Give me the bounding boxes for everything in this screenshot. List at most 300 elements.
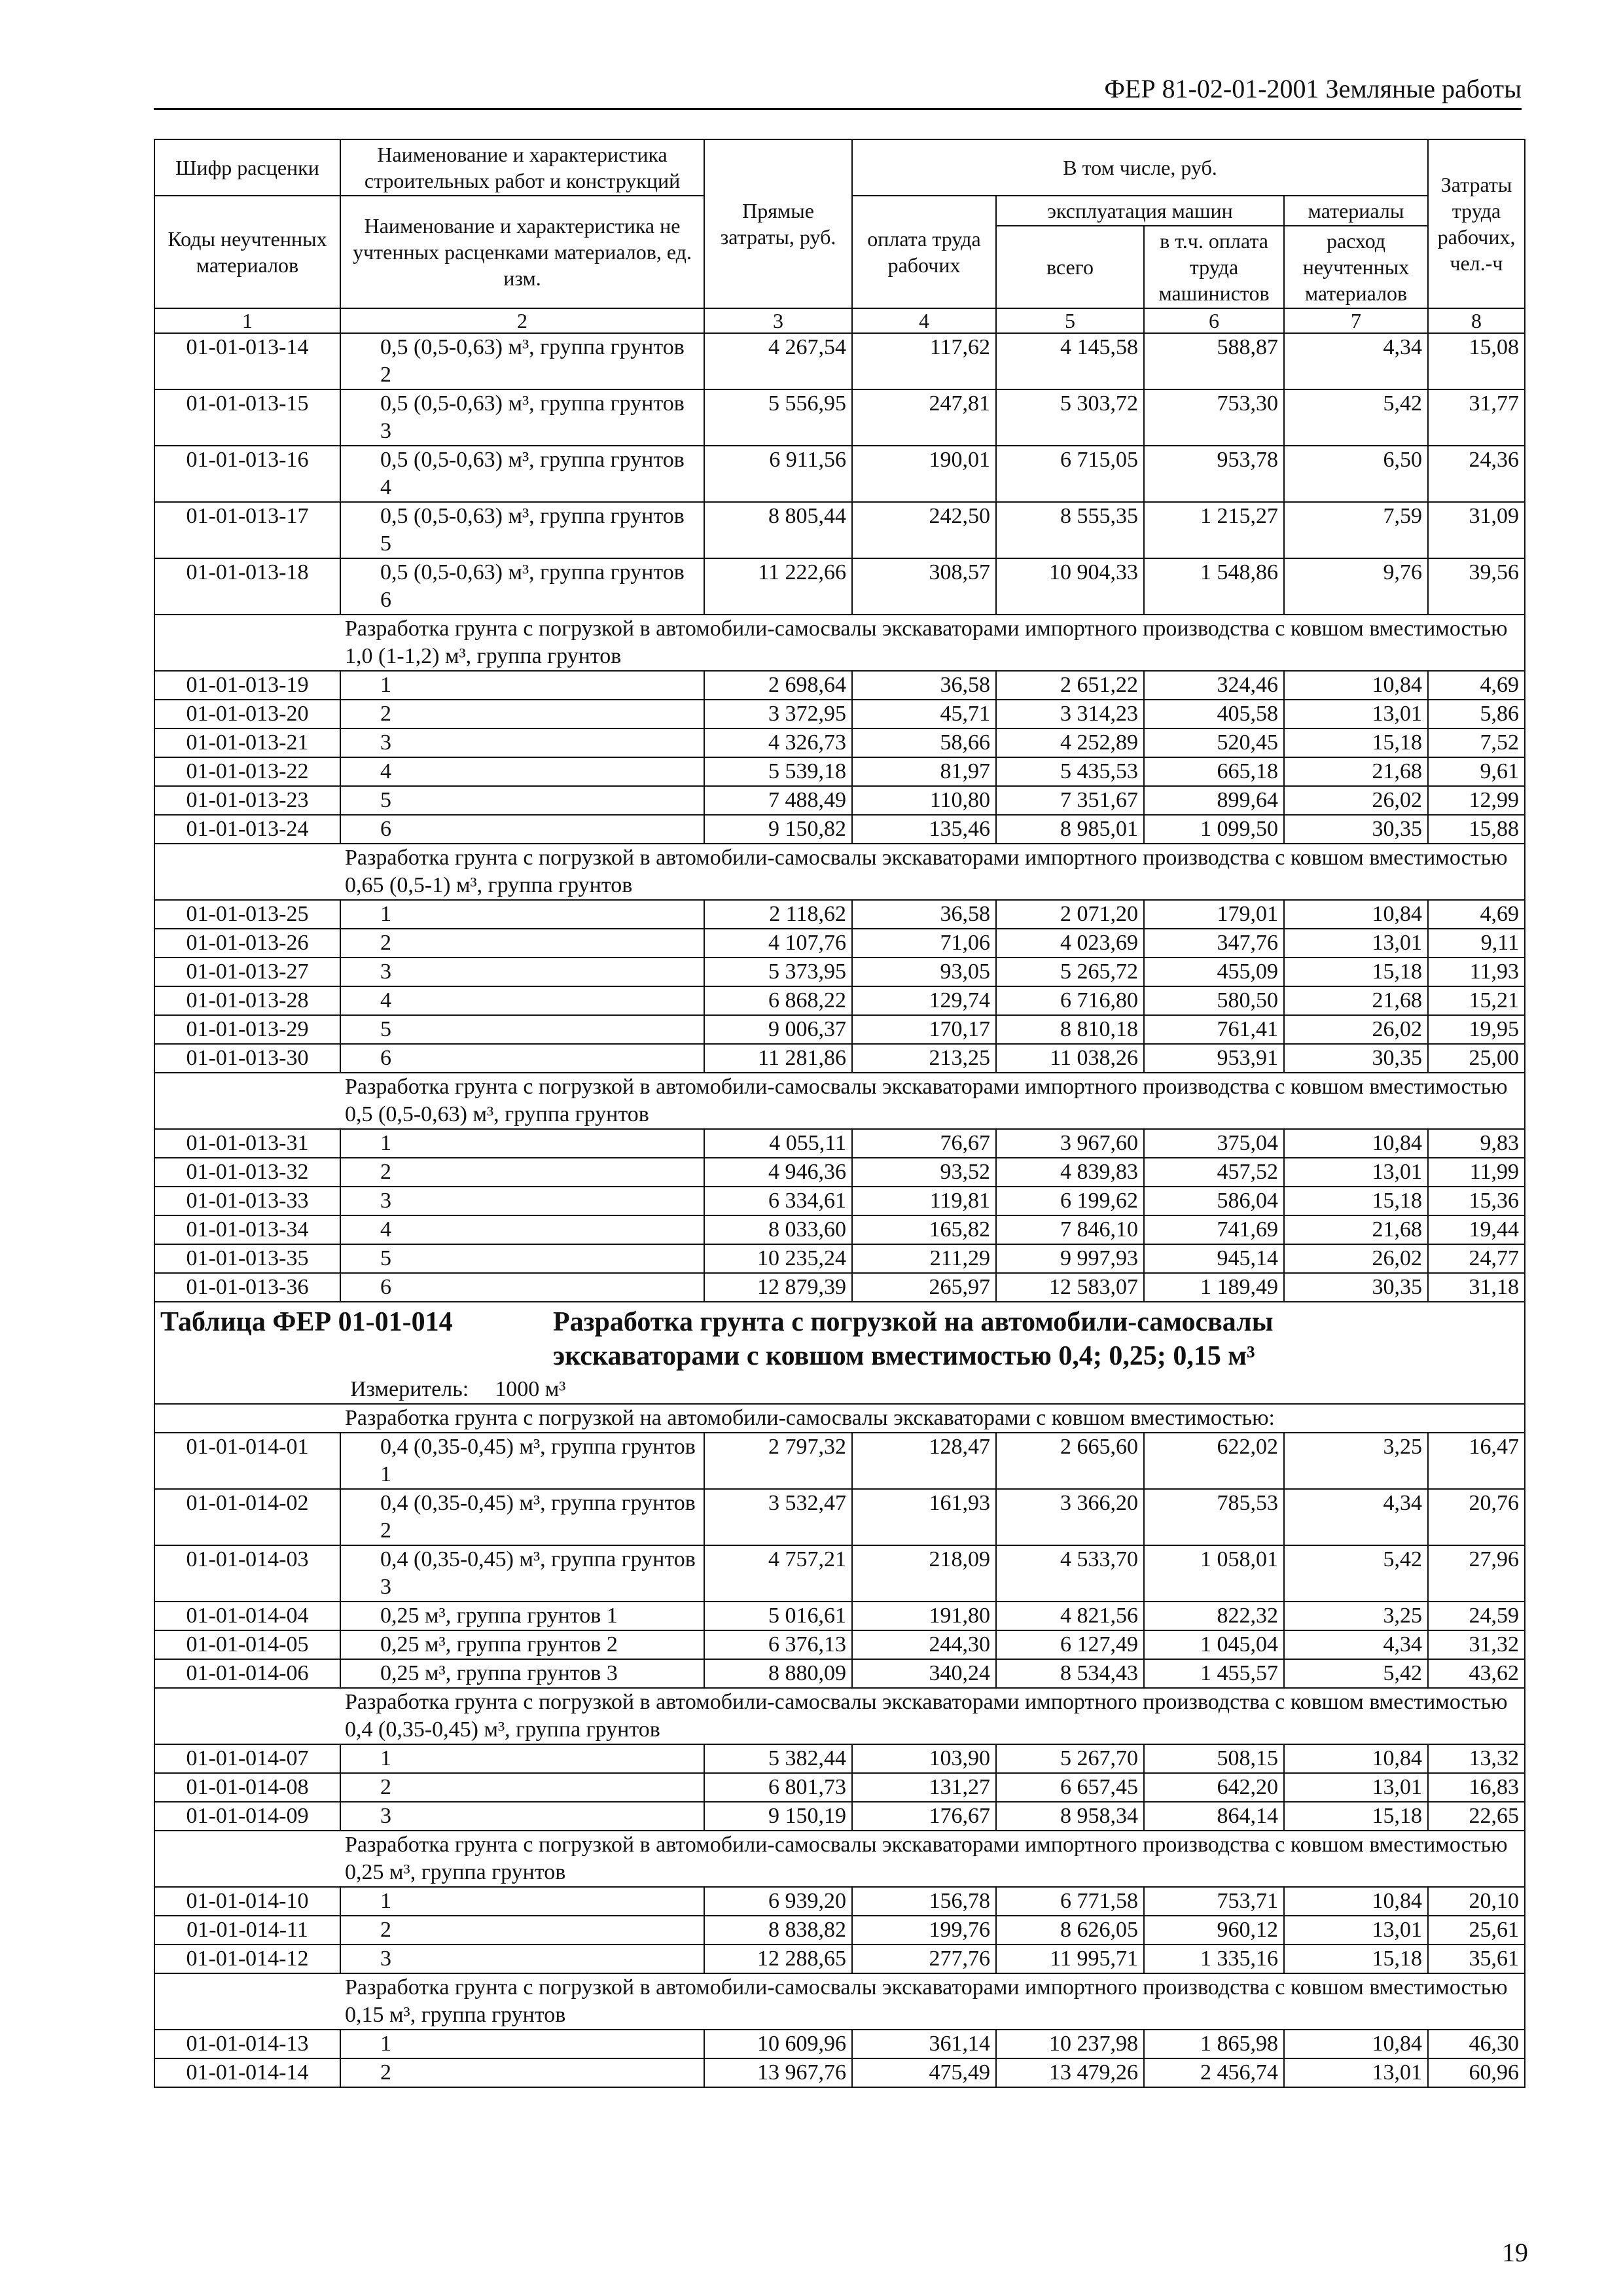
materials-cost: 21,68	[1284, 757, 1428, 786]
labor-cost: 71,06	[852, 929, 996, 958]
machine-cost: 2 071,20	[996, 900, 1144, 929]
machine-cost: 4 145,58	[996, 333, 1144, 389]
rate-code: 01-01-014-13	[154, 2030, 340, 2058]
machinist-cost: 1 335,16	[1144, 1945, 1284, 1973]
machinist-cost: 375,04	[1144, 1129, 1284, 1158]
machinist-cost: 960,12	[1144, 1916, 1284, 1945]
column-number: 7	[1284, 308, 1428, 333]
rate-code: 01-01-013-26	[154, 929, 340, 958]
labor-cost: 36,58	[852, 900, 996, 929]
labor-hours: 15,88	[1428, 815, 1525, 844]
table-header	[154, 139, 1525, 333]
table-row	[154, 815, 1525, 844]
rate-code: 01-01-013-32	[154, 1158, 340, 1187]
machinist-cost: 457,52	[1144, 1158, 1284, 1187]
section-row	[154, 1688, 1525, 1744]
labor-cost: 191,80	[852, 1602, 996, 1630]
table-name: Разработка грунта с погрузкой на автомобили-самосвалы экскаваторами с ковшом вместимостью 0,4; 0,25; 0,15 м³	[553, 1307, 1274, 1371]
machinist-cost: 2 456,74	[1144, 2058, 1284, 2087]
machinist-cost: 945,14	[1144, 1244, 1284, 1273]
rate-code: 01-01-014-01	[154, 1433, 340, 1489]
work-name: 5	[340, 1015, 704, 1044]
materials-cost: 5,42	[1284, 1545, 1428, 1602]
work-name: 0,4 (0,35-0,45) м³, группа грунтов 3	[340, 1545, 704, 1602]
machinist-cost: 761,41	[1144, 1015, 1284, 1044]
work-name: 3	[340, 728, 704, 757]
machine-cost: 6 199,62	[996, 1187, 1144, 1215]
materials-cost: 5,42	[1284, 1659, 1428, 1688]
work-name: 2	[340, 1773, 704, 1802]
col-machines-header: эксплуатация машин	[996, 196, 1284, 226]
work-name: 1	[340, 1887, 704, 1916]
labor-cost: 190,01	[852, 446, 996, 502]
rate-code: 01-01-014-11	[154, 1916, 340, 1945]
labor-hours: 20,76	[1428, 1489, 1525, 1545]
labor-hours: 7,52	[1428, 728, 1525, 757]
labor-hours: 16,47	[1428, 1433, 1525, 1489]
rate-code: 01-01-013-27	[154, 958, 340, 986]
labor-hours: 27,96	[1428, 1545, 1525, 1602]
rate-code: 01-01-013-14	[154, 333, 340, 389]
machine-cost: 4 252,89	[996, 728, 1144, 757]
direct-cost: 8 880,09	[704, 1659, 852, 1688]
labor-hours: 19,95	[1428, 1015, 1525, 1044]
labor-hours: 4,69	[1428, 671, 1525, 700]
measure-label: Измеритель:	[350, 1377, 469, 1401]
direct-cost: 5 016,61	[704, 1602, 852, 1630]
rate-code: 01-01-014-05	[154, 1630, 340, 1659]
rate-code: 01-01-013-24	[154, 815, 340, 844]
work-name: 3	[340, 1802, 704, 1831]
direct-cost: 2 797,32	[704, 1433, 852, 1489]
direct-cost: 6 868,22	[704, 986, 852, 1015]
table-row	[154, 1433, 1525, 1489]
table-row	[154, 1158, 1525, 1187]
direct-cost: 4 107,76	[704, 929, 852, 958]
labor-hours: 24,77	[1428, 1244, 1525, 1273]
materials-cost: 13,01	[1284, 2058, 1428, 2087]
section-row	[154, 615, 1525, 671]
work-name: 4	[340, 986, 704, 1015]
direct-cost: 5 382,44	[704, 1744, 852, 1773]
machine-cost: 6 771,58	[996, 1887, 1144, 1916]
materials-cost: 21,68	[1284, 986, 1428, 1015]
work-name: 0,5 (0,5-0,63) м³, группа грунтов 2	[340, 333, 704, 389]
direct-cost: 4 055,11	[704, 1129, 852, 1158]
table-row	[154, 1244, 1525, 1273]
machine-cost: 4 839,83	[996, 1158, 1144, 1187]
direct-cost: 11 222,66	[704, 558, 852, 615]
work-name: 6	[340, 1273, 704, 1302]
labor-hours: 13,32	[1428, 1744, 1525, 1773]
rate-code: 01-01-014-06	[154, 1659, 340, 1688]
section-title: Разработка грунта с погрузкой в автомобили-самосвалы экскаваторами импортного производства с ковшом вместимостью 0,65 (0,5-1) м³, группа грунтов	[154, 844, 1525, 900]
materials-cost: 15,18	[1284, 958, 1428, 986]
table-row	[154, 1802, 1525, 1831]
labor-cost: 58,66	[852, 728, 996, 757]
labor-cost: 129,74	[852, 986, 996, 1015]
rate-code: 01-01-013-21	[154, 728, 340, 757]
labor-hours: 43,62	[1428, 1659, 1525, 1688]
table-row	[154, 1945, 1525, 1973]
direct-cost: 7 488,49	[704, 786, 852, 815]
table-row	[154, 1187, 1525, 1215]
measure-value: 1000 м³	[495, 1377, 566, 1401]
materials-cost: 4,34	[1284, 1489, 1428, 1545]
work-name: 0,25 м³, группа грунтов 1	[340, 1602, 704, 1630]
materials-cost: 10,84	[1284, 1887, 1428, 1916]
table-row	[154, 2058, 1525, 2087]
labor-hours: 15,08	[1428, 333, 1525, 389]
rate-code: 01-01-013-31	[154, 1129, 340, 1158]
page-header	[154, 73, 1522, 110]
col-materials-header: материалы	[1284, 196, 1428, 226]
machine-cost: 7 846,10	[996, 1215, 1144, 1244]
labor-cost: 128,47	[852, 1433, 996, 1489]
work-name: 6	[340, 1044, 704, 1073]
labor-cost: 161,93	[852, 1489, 996, 1545]
work-name: 2	[340, 1916, 704, 1945]
labor-cost: 218,09	[852, 1545, 996, 1602]
rate-code: 01-01-013-33	[154, 1187, 340, 1215]
materials-cost: 26,02	[1284, 786, 1428, 815]
machinist-cost: 179,01	[1144, 900, 1284, 929]
table-row	[154, 671, 1525, 700]
machinist-cost: 1 045,04	[1144, 1630, 1284, 1659]
labor-hours: 60,96	[1428, 2058, 1525, 2087]
col-incl-header: В том числе, руб.	[852, 139, 1428, 196]
rates-table	[154, 139, 1525, 2088]
materials-cost: 7,59	[1284, 502, 1428, 558]
materials-cost: 15,18	[1284, 728, 1428, 757]
machinist-cost: 822,32	[1144, 1602, 1284, 1630]
work-name: 0,5 (0,5-0,63) м³, группа грунтов 3	[340, 389, 704, 446]
section-title: Разработка грунта с погрузкой в автомобили-самосвалы экскаваторами импортного производства с ковшом вместимостью 0,4 (0,35-0,45) м³, группа грунтов	[154, 1688, 1525, 1744]
machine-cost: 8 810,18	[996, 1015, 1144, 1044]
work-name: 6	[340, 815, 704, 844]
work-name: 0,4 (0,35-0,45) м³, группа грунтов 1	[340, 1433, 704, 1489]
labor-hours: 19,44	[1428, 1215, 1525, 1244]
section-title: Разработка грунта с погрузкой в автомобили-самосвалы экскаваторами импортного производства с ковшом вместимостью 0,25 м³, группа грунтов	[154, 1831, 1525, 1887]
labor-hours: 24,59	[1428, 1602, 1525, 1630]
labor-cost: 103,90	[852, 1744, 996, 1773]
direct-cost: 9 006,37	[704, 1015, 852, 1044]
labor-hours: 15,21	[1428, 986, 1525, 1015]
rate-code: 01-01-014-04	[154, 1602, 340, 1630]
column-number: 2	[340, 308, 704, 333]
machine-cost: 8 626,05	[996, 1916, 1144, 1945]
machine-cost: 4 023,69	[996, 929, 1144, 958]
rate-code: 01-01-013-17	[154, 502, 340, 558]
machine-cost: 12 583,07	[996, 1273, 1144, 1302]
direct-cost: 3 372,95	[704, 700, 852, 728]
column-number: 1	[154, 308, 340, 333]
table-row	[154, 786, 1525, 815]
labor-hours: 9,61	[1428, 757, 1525, 786]
table-row	[154, 333, 1525, 389]
table-row	[154, 1545, 1525, 1602]
direct-cost: 6 911,56	[704, 446, 852, 502]
labor-cost: 165,82	[852, 1215, 996, 1244]
rate-code: 01-01-014-12	[154, 1945, 340, 1973]
machinist-cost: 520,45	[1144, 728, 1284, 757]
table-body-014	[154, 1404, 1525, 2087]
machinist-cost: 753,71	[1144, 1887, 1284, 1916]
materials-cost: 10,84	[1284, 2030, 1428, 2058]
machine-cost: 8 958,34	[996, 1802, 1144, 1831]
col-mach-total-header: всего	[996, 226, 1144, 308]
col-direct-header: Прямые затраты, руб.	[704, 139, 852, 308]
table-row	[154, 1659, 1525, 1688]
labor-cost: 93,52	[852, 1158, 996, 1187]
direct-cost: 5 373,95	[704, 958, 852, 986]
column-number: 6	[1144, 308, 1284, 333]
materials-cost: 13,01	[1284, 1916, 1428, 1945]
table-row	[154, 1602, 1525, 1630]
labor-cost: 265,97	[852, 1273, 996, 1302]
rate-code: 01-01-014-03	[154, 1545, 340, 1602]
labor-cost: 475,49	[852, 2058, 996, 2087]
table-row	[154, 389, 1525, 446]
materials-cost: 26,02	[1284, 1015, 1428, 1044]
machine-cost: 5 435,53	[996, 757, 1144, 786]
machinist-cost: 899,64	[1144, 786, 1284, 815]
rate-code: 01-01-013-23	[154, 786, 340, 815]
work-name: 3	[340, 958, 704, 986]
machinist-cost: 622,02	[1144, 1433, 1284, 1489]
document-title: ФЕР 81-02-01-2001 Земляные работы	[1104, 74, 1522, 103]
rate-code: 01-01-013-16	[154, 446, 340, 502]
table-row	[154, 1916, 1525, 1945]
materials-cost: 15,18	[1284, 1187, 1428, 1215]
table-row	[154, 1129, 1525, 1158]
direct-cost: 2 698,64	[704, 671, 852, 700]
labor-cost: 135,46	[852, 815, 996, 844]
machine-cost: 3 967,60	[996, 1129, 1144, 1158]
work-name: 2	[340, 1158, 704, 1187]
direct-cost: 8 805,44	[704, 502, 852, 558]
direct-cost: 11 281,86	[704, 1044, 852, 1073]
section-row	[154, 1073, 1525, 1129]
rate-code: 01-01-013-20	[154, 700, 340, 728]
section-title: Разработка грунта с погрузкой в автомобили-самосвалы экскаваторами импортного производства с ковшом вместимостью 1,0 (1-1,2) м³, группа грунтов	[154, 615, 1525, 671]
machine-cost: 6 715,05	[996, 446, 1144, 502]
machine-cost: 9 997,93	[996, 1244, 1144, 1273]
labor-cost: 110,80	[852, 786, 996, 815]
labor-hours: 5,86	[1428, 700, 1525, 728]
col-name-sub-header: Наименование и характеристика не учтенных расценками материалов, ед. изм.	[340, 196, 704, 308]
machine-cost: 6 716,80	[996, 986, 1144, 1015]
materials-cost: 30,35	[1284, 1273, 1428, 1302]
direct-cost: 4 946,36	[704, 1158, 852, 1187]
machine-cost: 11 995,71	[996, 1945, 1144, 1973]
labor-hours: 4,69	[1428, 900, 1525, 929]
work-name: 0,5 (0,5-0,63) м³, группа грунтов 6	[340, 558, 704, 615]
table-row	[154, 1015, 1525, 1044]
rate-code: 01-01-013-19	[154, 671, 340, 700]
col-name-header: Наименование и характеристика строительных работ и конструкций	[340, 139, 704, 196]
table-row	[154, 1887, 1525, 1916]
machinist-cost: 753,30	[1144, 389, 1284, 446]
labor-hours: 39,56	[1428, 558, 1525, 615]
machinist-cost: 1 189,49	[1144, 1273, 1284, 1302]
col-labor-header: оплата труда рабочих	[852, 196, 996, 308]
work-name: 1	[340, 900, 704, 929]
direct-cost: 6 334,61	[704, 1187, 852, 1215]
col-materials-sub-header: расход неучтенных материалов	[1284, 226, 1428, 308]
direct-cost: 5 556,95	[704, 389, 852, 446]
materials-cost: 4,34	[1284, 333, 1428, 389]
machinist-cost: 665,18	[1144, 757, 1284, 786]
materials-cost: 10,84	[1284, 671, 1428, 700]
section-row	[154, 1831, 1525, 1887]
machine-cost: 7 351,67	[996, 786, 1144, 815]
direct-cost: 8 838,82	[704, 1916, 852, 1945]
machinist-cost: 455,09	[1144, 958, 1284, 986]
direct-cost: 6 801,73	[704, 1773, 852, 1802]
rate-code: 01-01-013-29	[154, 1015, 340, 1044]
table-row	[154, 1489, 1525, 1545]
direct-cost: 12 288,65	[704, 1945, 852, 1973]
section-title: Разработка грунта с погрузкой на автомобили-самосвалы экскаваторами с ковшом вместимостью:	[154, 1404, 1525, 1433]
machine-cost: 5 267,70	[996, 1744, 1144, 1773]
direct-cost: 9 150,19	[704, 1802, 852, 1831]
labor-cost: 76,67	[852, 1129, 996, 1158]
machine-cost: 6 127,49	[996, 1630, 1144, 1659]
work-name: 3	[340, 1187, 704, 1215]
labor-hours: 11,93	[1428, 958, 1525, 986]
materials-cost: 3,25	[1284, 1433, 1428, 1489]
table-014-title	[154, 1302, 1525, 1404]
section-row	[154, 1404, 1525, 1433]
labor-hours: 11,99	[1428, 1158, 1525, 1187]
column-number: 5	[996, 308, 1144, 333]
work-name: 1	[340, 1129, 704, 1158]
direct-cost: 3 532,47	[704, 1489, 852, 1545]
labor-cost: 247,81	[852, 389, 996, 446]
labor-hours: 24,36	[1428, 446, 1525, 502]
work-name: 1	[340, 1744, 704, 1773]
labor-cost: 156,78	[852, 1887, 996, 1916]
machinist-cost: 508,15	[1144, 1744, 1284, 1773]
machinist-cost: 953,78	[1144, 446, 1284, 502]
col-code-header: Шифр расценки	[154, 139, 340, 196]
labor-cost: 176,67	[852, 1802, 996, 1831]
rate-code: 01-01-014-08	[154, 1773, 340, 1802]
labor-hours: 25,00	[1428, 1044, 1525, 1073]
labor-cost: 199,76	[852, 1916, 996, 1945]
machinist-cost: 580,50	[1144, 986, 1284, 1015]
rate-code: 01-01-014-10	[154, 1887, 340, 1916]
direct-cost: 8 033,60	[704, 1215, 852, 1244]
rate-code: 01-01-013-36	[154, 1273, 340, 1302]
table-row	[154, 986, 1525, 1015]
rate-code: 01-01-013-25	[154, 900, 340, 929]
materials-cost: 9,76	[1284, 558, 1428, 615]
machine-cost: 5 265,72	[996, 958, 1144, 986]
materials-cost: 30,35	[1284, 815, 1428, 844]
section-title: Разработка грунта с погрузкой в автомобили-самосвалы экскаваторами импортного производства с ковшом вместимостью 0,5 (0,5-0,63) м³, группа грунтов	[154, 1073, 1525, 1129]
column-number: 3	[704, 308, 852, 333]
labor-cost: 211,29	[852, 1244, 996, 1273]
work-name: 0,5 (0,5-0,63) м³, группа грунтов 5	[340, 502, 704, 558]
rate-code: 01-01-014-09	[154, 1802, 340, 1831]
page-number: 19	[1502, 2238, 1528, 2267]
rate-code: 01-01-013-30	[154, 1044, 340, 1073]
labor-hours: 31,18	[1428, 1273, 1525, 1302]
direct-cost: 6 939,20	[704, 1887, 852, 1916]
labor-cost: 131,27	[852, 1773, 996, 1802]
direct-cost: 4 267,54	[704, 333, 852, 389]
materials-cost: 13,01	[1284, 1773, 1428, 1802]
direct-cost: 6 376,13	[704, 1630, 852, 1659]
work-name: 1	[340, 2030, 704, 2058]
table-row	[154, 502, 1525, 558]
labor-hours: 46,30	[1428, 2030, 1525, 2058]
rate-code: 01-01-013-34	[154, 1215, 340, 1244]
machine-cost: 8 534,43	[996, 1659, 1144, 1688]
rate-code: 01-01-014-07	[154, 1744, 340, 1773]
materials-cost: 10,84	[1284, 1129, 1428, 1158]
work-name: 2	[340, 700, 704, 728]
rate-code: 01-01-013-35	[154, 1244, 340, 1273]
machine-cost: 2 651,22	[996, 671, 1144, 700]
labor-cost: 36,58	[852, 671, 996, 700]
work-name: 0,5 (0,5-0,63) м³, группа грунтов 4	[340, 446, 704, 502]
machinist-cost: 785,53	[1144, 1489, 1284, 1545]
labor-hours: 25,61	[1428, 1916, 1525, 1945]
machinist-cost: 405,58	[1144, 700, 1284, 728]
machine-cost: 3 366,20	[996, 1489, 1144, 1545]
machine-cost: 3 314,23	[996, 700, 1144, 728]
labor-hours: 12,99	[1428, 786, 1525, 815]
machinist-cost: 1 865,98	[1144, 2030, 1284, 2058]
col-workers-header: Затраты труда рабочих, чел.-ч	[1428, 139, 1525, 308]
machine-cost: 5 303,72	[996, 389, 1144, 446]
labor-cost: 340,24	[852, 1659, 996, 1688]
table-row	[154, 1744, 1525, 1773]
work-name: 0,25 м³, группа грунтов 3	[340, 1659, 704, 1688]
table-row	[154, 1215, 1525, 1244]
column-number: 8	[1428, 308, 1525, 333]
machinist-cost: 864,14	[1144, 1802, 1284, 1831]
machinist-cost: 1 099,50	[1144, 815, 1284, 844]
table-code: Таблица ФЕР 01-01-014	[160, 1307, 453, 1337]
rate-code: 01-01-014-02	[154, 1489, 340, 1545]
labor-cost: 119,81	[852, 1187, 996, 1215]
machinist-cost: 1 215,27	[1144, 502, 1284, 558]
section-row	[154, 844, 1525, 900]
labor-cost: 244,30	[852, 1630, 996, 1659]
materials-cost: 4,34	[1284, 1630, 1428, 1659]
direct-cost: 12 879,39	[704, 1273, 852, 1302]
table-row	[154, 900, 1525, 929]
measure-row	[154, 1376, 1525, 1404]
machine-cost: 4 821,56	[996, 1602, 1144, 1630]
labor-hours: 31,09	[1428, 502, 1525, 558]
materials-cost: 26,02	[1284, 1244, 1428, 1273]
work-name: 2	[340, 929, 704, 958]
table-row	[154, 929, 1525, 958]
materials-cost: 6,50	[1284, 446, 1428, 502]
rate-code: 01-01-013-15	[154, 389, 340, 446]
labor-cost: 170,17	[852, 1015, 996, 1044]
work-name: 4	[340, 757, 704, 786]
materials-cost: 5,42	[1284, 389, 1428, 446]
labor-hours: 20,10	[1428, 1887, 1525, 1916]
direct-cost: 10 609,96	[704, 2030, 852, 2058]
machine-cost: 11 038,26	[996, 1044, 1144, 1073]
